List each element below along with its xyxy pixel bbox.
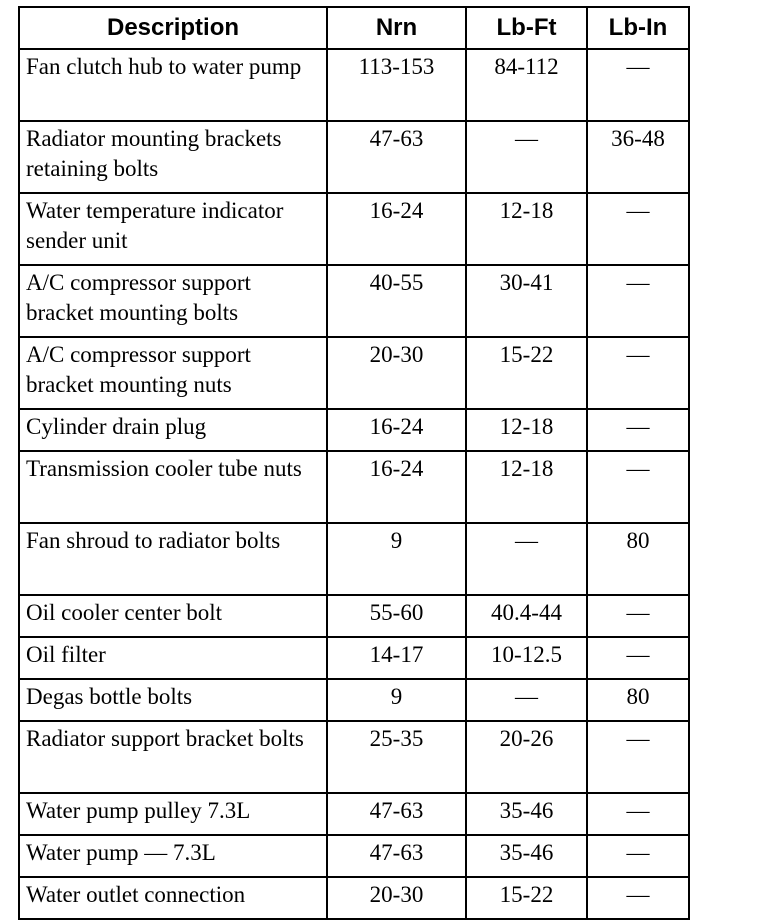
header-row bbox=[19, 7, 689, 49]
table-header bbox=[19, 7, 689, 49]
table-row bbox=[19, 793, 689, 835]
lb-in-cell: — bbox=[587, 793, 689, 835]
lb-ft-cell: 12-18 bbox=[466, 193, 587, 265]
table-row bbox=[19, 409, 689, 451]
table-row bbox=[19, 721, 689, 793]
nm-cell: 16-24 bbox=[327, 409, 466, 451]
lb-ft-cell: 15-22 bbox=[466, 337, 587, 409]
description-cell: A/C compressor support bracket mounting nuts bbox=[19, 337, 327, 409]
nm-cell: 16-24 bbox=[327, 451, 466, 523]
description-cell: Fan shroud to radiator bolts bbox=[19, 523, 327, 595]
table-row bbox=[19, 49, 689, 121]
table-row bbox=[19, 523, 689, 595]
lb-ft-cell: 20-26 bbox=[466, 721, 587, 793]
lb-ft-cell: 30-41 bbox=[466, 265, 587, 337]
description-cell: Water outlet connection bbox=[19, 877, 327, 919]
lb-in-cell: — bbox=[587, 835, 689, 877]
nm-cell: 47-63 bbox=[327, 835, 466, 877]
description-cell: Degas bottle bolts bbox=[19, 679, 327, 721]
lb-in-cell: — bbox=[587, 265, 689, 337]
table-row bbox=[19, 193, 689, 265]
description-cell: A/C compressor support bracket mounting bolts bbox=[19, 265, 327, 337]
description-cell: Oil filter bbox=[19, 637, 327, 679]
table-row bbox=[19, 265, 689, 337]
nm-cell: 47-63 bbox=[327, 121, 466, 193]
lb-ft-cell: 10-12.5 bbox=[466, 637, 587, 679]
header-lb-in: Lb-In bbox=[587, 7, 689, 49]
nm-cell: 47-63 bbox=[327, 793, 466, 835]
lb-ft-cell: 84-112 bbox=[466, 49, 587, 121]
lb-ft-cell: 35-46 bbox=[466, 793, 587, 835]
lb-ft-cell: — bbox=[466, 679, 587, 721]
nm-cell: 55-60 bbox=[327, 595, 466, 637]
description-cell: Radiator mounting brackets retaining bolts bbox=[19, 121, 327, 193]
lb-ft-cell: — bbox=[466, 121, 587, 193]
table-row bbox=[19, 637, 689, 679]
nm-cell: 113-153 bbox=[327, 49, 466, 121]
description-cell: Water temperature indicator sender unit bbox=[19, 193, 327, 265]
lb-in-cell: — bbox=[587, 49, 689, 121]
nm-cell: 9 bbox=[327, 679, 466, 721]
torque-spec-table bbox=[18, 6, 690, 920]
lb-ft-cell: 12-18 bbox=[466, 451, 587, 523]
nm-cell: 20-30 bbox=[327, 877, 466, 919]
lb-ft-cell: 15-22 bbox=[466, 877, 587, 919]
description-cell: Transmission cooler tube nuts bbox=[19, 451, 327, 523]
nm-cell: 20-30 bbox=[327, 337, 466, 409]
nm-cell: 25-35 bbox=[327, 721, 466, 793]
lb-ft-cell: 40.4-44 bbox=[466, 595, 587, 637]
lb-in-cell: — bbox=[587, 721, 689, 793]
description-cell: Cylinder drain plug bbox=[19, 409, 327, 451]
nm-cell: 14-17 bbox=[327, 637, 466, 679]
table-row bbox=[19, 877, 689, 919]
lb-in-cell: — bbox=[587, 409, 689, 451]
description-cell: Oil cooler center bolt bbox=[19, 595, 327, 637]
lb-in-cell: 80 bbox=[587, 679, 689, 721]
lb-in-cell: — bbox=[587, 637, 689, 679]
header-nm: Nrn bbox=[327, 7, 466, 49]
table-row bbox=[19, 595, 689, 637]
lb-ft-cell: — bbox=[466, 523, 587, 595]
nm-cell: 16-24 bbox=[327, 193, 466, 265]
lb-ft-cell: 12-18 bbox=[466, 409, 587, 451]
header-description: Description bbox=[19, 7, 327, 49]
torque-spec-sheet bbox=[18, 6, 688, 920]
description-cell: Fan clutch hub to water pump bbox=[19, 49, 327, 121]
description-cell: Water pump pulley 7.3L bbox=[19, 793, 327, 835]
description-cell: Water pump — 7.3L bbox=[19, 835, 327, 877]
lb-in-cell: 36-48 bbox=[587, 121, 689, 193]
description-cell: Radiator support bracket bolts bbox=[19, 721, 327, 793]
header-lb-ft: Lb-Ft bbox=[466, 7, 587, 49]
lb-in-cell: — bbox=[587, 451, 689, 523]
lb-in-cell: 80 bbox=[587, 523, 689, 595]
table-row bbox=[19, 835, 689, 877]
table-row bbox=[19, 451, 689, 523]
table-body bbox=[19, 49, 689, 919]
lb-in-cell: — bbox=[587, 193, 689, 265]
lb-ft-cell: 35-46 bbox=[466, 835, 587, 877]
table-row bbox=[19, 121, 689, 193]
table-row bbox=[19, 679, 689, 721]
lb-in-cell: — bbox=[587, 877, 689, 919]
table-row bbox=[19, 337, 689, 409]
nm-cell: 9 bbox=[327, 523, 466, 595]
lb-in-cell: — bbox=[587, 337, 689, 409]
lb-in-cell: — bbox=[587, 595, 689, 637]
nm-cell: 40-55 bbox=[327, 265, 466, 337]
